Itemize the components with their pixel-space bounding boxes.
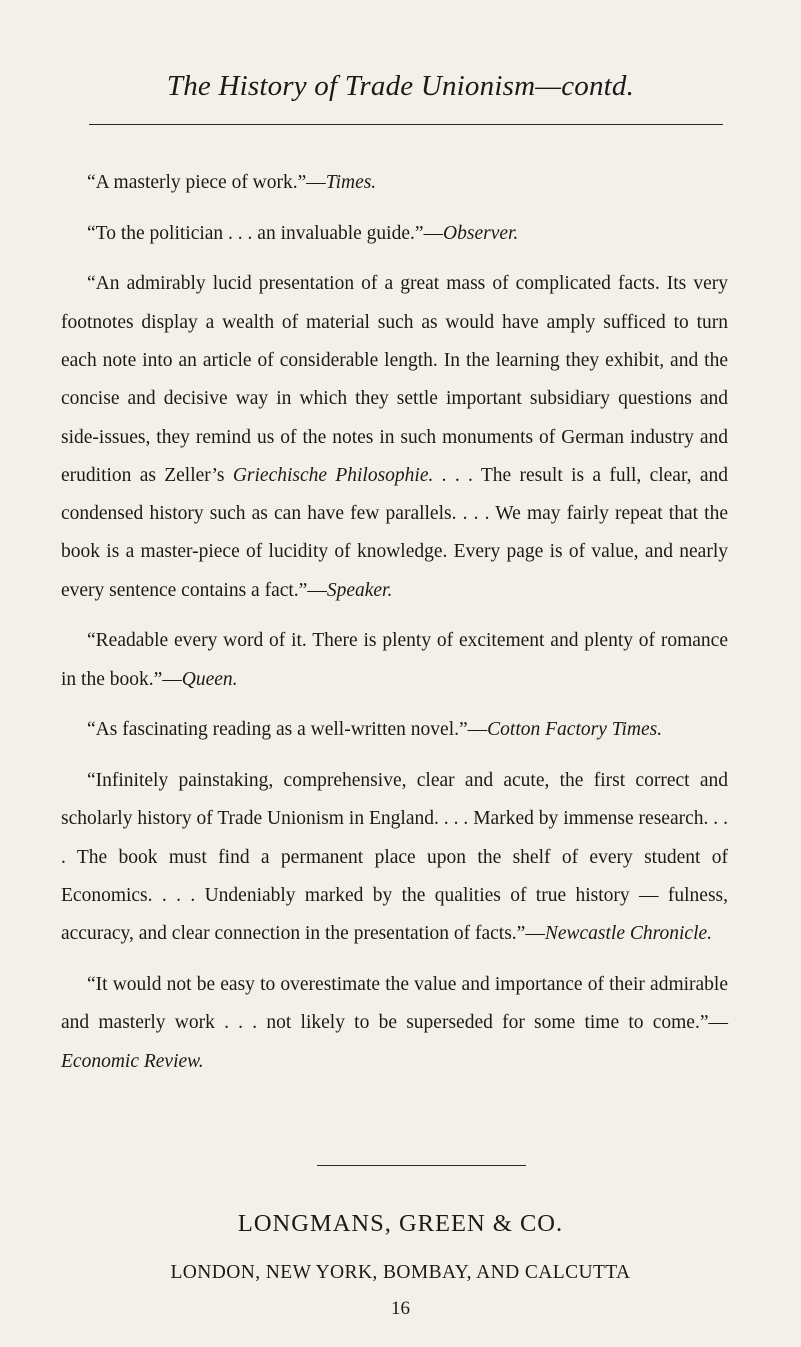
review-quote: “An admirably lucid presentation of a great mass of complicated facts. Its very footnotes display a wealth of material such as would have amply sufficed to turn each note into an article of considerable length. In the learning they exhibit, and the concise and decisive way in which they settle important subsidiary questions and side-issues, they remind us of the notes in such monuments of German industry and erudition as Zeller’s — [61, 273, 728, 486]
page-number: 16 — [391, 1298, 410, 1319]
footer-divider — [317, 1165, 526, 1166]
review-economic-review — [61, 966, 728, 1081]
review-source: Queen. — [181, 668, 238, 690]
review-quote: “Readable every word of it. There is plenty of excitement and plenty of romance in the book.”— — [61, 630, 728, 690]
running-title: The History of Trade Unionism—contd. — [166, 70, 635, 102]
review-quote-continued: . . . The result is a full, clear, and condensed history such as can have few parallels. . . . We may fairly repeat that the book is a master-piece of lucidity of knowledge. Every page is of value, and nearly every sentence contains a fact.”— — [61, 464, 728, 601]
review-quote: “To the politician . . . an invaluable guide.”— — [87, 222, 444, 244]
publisher-name: LONGMANS, GREEN & CO. — [237, 1210, 564, 1237]
review-source: Newcastle Chronicle. — [544, 923, 713, 945]
review-source: Speaker. — [326, 579, 393, 601]
review-italic-title: Griechische Philosophie. — [232, 464, 434, 486]
review-source: Economic Review. — [61, 1050, 204, 1072]
review-cotton-factory-times — [61, 711, 728, 749]
review-source: Times. — [325, 172, 377, 193]
review-times — [61, 164, 728, 202]
review-quote: “As fascinating reading as a well-written novel.”— — [87, 719, 488, 741]
review-observer — [61, 215, 728, 253]
review-newcastle-chronicle — [61, 762, 728, 953]
review-quote: “It would not be easy to overestimate the value and importance of their admirable and masterly work . . . not likely to be superseded for some time to come.”— — [61, 973, 728, 1034]
header-rule — [89, 124, 723, 125]
review-quote: “A masterly piece of work.”— — [87, 172, 326, 193]
review-source: Cotton Factory Times. — [487, 719, 663, 741]
review-speaker — [61, 265, 728, 610]
publisher-cities: LONDON, NEW YORK, BOMBAY, AND CALCUTTA — [170, 1262, 631, 1283]
review-queen — [61, 622, 728, 699]
review-source: Observer. — [443, 222, 519, 244]
review-quote: “Infinitely painstaking, comprehensive, clear and acute, the first correct and scholarly history of Trade Unionism in England. . . . Marked by immense research. . . . The book must find a permanent place upon the shelf of every student of Economics. . . . Undeniably marked by the qualities of true history — fulness, accuracy, and clear connection in the presentation of facts.”— — [61, 770, 728, 945]
press-reviews — [61, 164, 728, 1093]
